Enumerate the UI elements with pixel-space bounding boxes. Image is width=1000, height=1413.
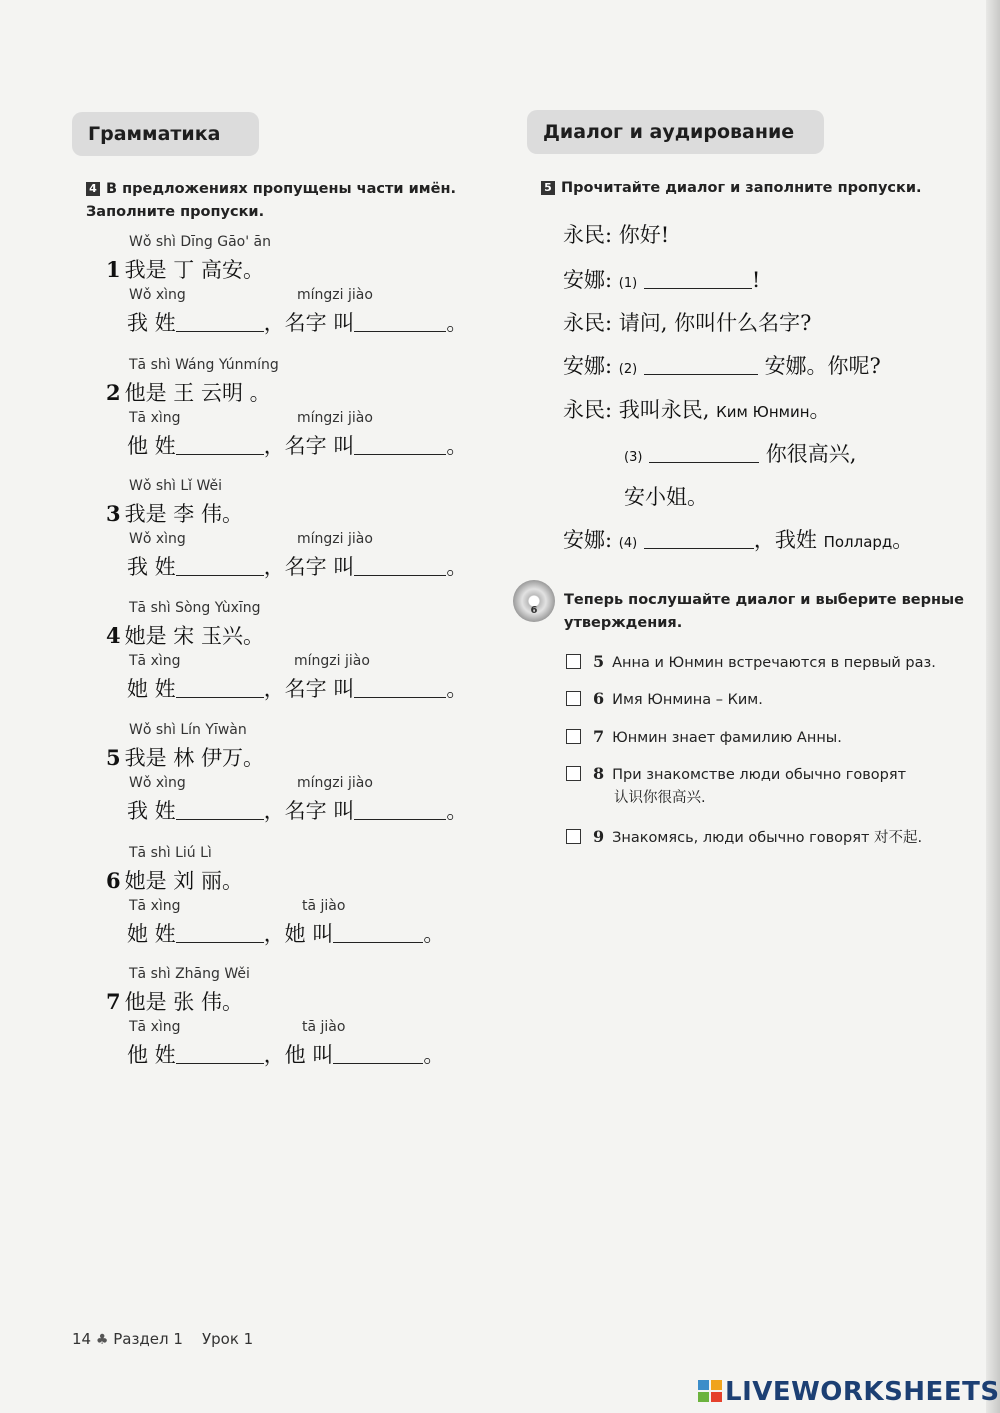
statement-text: Юнмин знает фамилию Анны. xyxy=(612,730,842,746)
item-number: 7 xyxy=(106,989,121,1014)
example-sentence xyxy=(106,254,264,284)
liveworksheets-logo-icon xyxy=(698,1380,722,1402)
item-number: 1 xyxy=(106,257,121,282)
page-footer xyxy=(72,1330,253,1348)
statement-text: При знакомстве люди обычно говорят xyxy=(612,767,907,783)
statement-number: 8 xyxy=(593,764,605,783)
dialog-text: 。 xyxy=(892,528,914,552)
pinyin-surname: Tā xìng xyxy=(129,410,181,426)
sentence-text: 他 姓 xyxy=(127,1043,176,1067)
dialog-line-2 xyxy=(563,264,760,294)
speaker: 安娜: xyxy=(563,354,613,378)
name-blank-input[interactable] xyxy=(333,924,423,943)
sentence-text: ，名字 叫 xyxy=(263,677,355,701)
sentence-text: 他是 张 伟。 xyxy=(124,990,243,1014)
pinyin-line: Wǒ shì Dīng Gāo' ān xyxy=(129,234,271,250)
russian-surname: Поллард xyxy=(823,533,893,551)
dialog-text: ! xyxy=(751,268,761,292)
item-number: 2 xyxy=(106,380,121,405)
blank-1-input[interactable] xyxy=(644,270,752,289)
statement-number: 5 xyxy=(593,652,605,671)
answer-sentence xyxy=(127,795,467,825)
pinyin-name: míngzi jiào xyxy=(297,775,373,791)
statement-number: 9 xyxy=(593,827,605,846)
name-blank-input[interactable] xyxy=(333,1045,423,1064)
answer-sentence xyxy=(127,1039,444,1069)
dialog-text: 。 xyxy=(809,398,831,422)
statement-row xyxy=(566,652,936,671)
sentence-text: ，他 叫 xyxy=(263,1043,334,1067)
name-blank-input[interactable] xyxy=(354,679,446,698)
dialog-text: ，我姓 xyxy=(753,528,817,552)
speaker: 永民: xyxy=(563,311,613,335)
surname-blank-input[interactable] xyxy=(176,436,264,455)
speaker: 永民: xyxy=(563,398,613,422)
pinyin-line: Tā shì Wáng Yúnmíng xyxy=(129,357,279,373)
answer-sentence xyxy=(127,307,467,337)
dialog-line-1 xyxy=(563,219,669,249)
statement-checkbox[interactable] xyxy=(566,691,581,706)
surname-blank-input[interactable] xyxy=(176,924,264,943)
sentence-end: 。 xyxy=(446,799,468,823)
statement-row xyxy=(566,826,922,847)
pinyin-line: Tā shì Zhāng Wěi xyxy=(129,966,250,982)
blank-4-input[interactable] xyxy=(644,530,754,549)
dialog-instruction xyxy=(541,177,922,200)
dialog-line-6 xyxy=(624,438,856,468)
listening-instruction-line2: утверждения. xyxy=(564,615,683,631)
pinyin-name: tā jiào xyxy=(302,898,346,914)
sentence-text: 她 姓 xyxy=(127,677,176,701)
example-sentence xyxy=(106,986,243,1016)
sentence-text: 她是 宋 玉兴。 xyxy=(124,624,264,648)
lesson-label: Урок 1 xyxy=(202,1330,254,1348)
pinyin-surname: Tā xìng xyxy=(129,898,181,914)
sentence-text: 我 姓 xyxy=(127,799,176,823)
audio-cd-icon[interactable] xyxy=(513,580,555,622)
statement-checkbox[interactable] xyxy=(566,829,581,844)
pinyin-name: míngzi jiào xyxy=(297,287,373,303)
page-edge xyxy=(986,0,1000,1413)
name-blank-input[interactable] xyxy=(354,313,446,332)
pinyin-line: Wǒ shì Lín Yīwàn xyxy=(129,722,247,738)
sentence-text: ，名字 叫 xyxy=(263,311,355,335)
speaker: 永民: xyxy=(563,223,613,247)
liveworksheets-brand[interactable] xyxy=(698,1377,1000,1407)
clover-icon: ♣ xyxy=(95,1332,109,1348)
task-number-badge: 5 xyxy=(541,181,555,195)
grammar-header: Грамматика xyxy=(72,112,259,156)
blank-number: (4) xyxy=(618,536,638,551)
item-number: 3 xyxy=(106,501,121,526)
statement-text-continued: 认识你很高兴. xyxy=(614,790,706,806)
dialog-instruction-text: Прочитайте диалог и заполните пропуски. xyxy=(561,180,922,196)
pinyin-line: Tā shì Sòng Yùxīng xyxy=(129,600,261,616)
answer-sentence xyxy=(127,918,444,948)
sentence-end: 。 xyxy=(446,555,468,579)
dialog-text: 安娜。你呢? xyxy=(764,354,881,378)
statement-number: 7 xyxy=(593,727,605,746)
pinyin-name: míngzi jiào xyxy=(297,410,373,426)
sentence-text: 我是 丁 高安。 xyxy=(124,258,264,282)
statement-row xyxy=(566,764,906,807)
russian-name: Ким Юнмин xyxy=(716,403,810,421)
item-number: 6 xyxy=(106,868,121,893)
dialog-text: 你很高兴, xyxy=(765,442,857,466)
sentence-end: 。 xyxy=(423,922,445,946)
blank-number: (1) xyxy=(618,276,638,291)
dialog-text: 我叫永民, xyxy=(618,398,710,422)
sentence-text: 她是 刘 丽。 xyxy=(124,869,243,893)
section-label: Раздел 1 xyxy=(113,1330,183,1348)
dialog-line-3 xyxy=(563,307,811,337)
surname-blank-input[interactable] xyxy=(176,1045,264,1064)
sentence-text: 我 姓 xyxy=(127,311,176,335)
pinyin-surname: Tā xìng xyxy=(129,653,181,669)
example-sentence xyxy=(106,620,264,650)
item-number: 5 xyxy=(106,745,121,770)
statement-text: Имя Юнмина – Ким. xyxy=(612,692,763,708)
sentence-text: 她 姓 xyxy=(127,922,176,946)
name-blank-input[interactable] xyxy=(354,436,446,455)
speaker: 安娜: xyxy=(563,528,613,552)
sentence-text: 我 姓 xyxy=(127,555,176,579)
dialog-text: 请问, 你叫什么名字? xyxy=(618,311,812,335)
dialog-header: Диалог и аудирование xyxy=(527,110,824,154)
grammar-instruction xyxy=(86,178,456,224)
surname-blank-input[interactable] xyxy=(176,801,264,820)
answer-sentence xyxy=(127,551,467,581)
blank-2-input[interactable] xyxy=(644,356,758,375)
pinyin-name: míngzi jiào xyxy=(297,531,373,547)
page-number: 14 xyxy=(72,1330,92,1348)
pinyin-surname: Wǒ xìng xyxy=(129,287,186,303)
sentence-end: 。 xyxy=(446,677,468,701)
sentence-end: 。 xyxy=(423,1043,445,1067)
pinyin-surname: Wǒ xìng xyxy=(129,775,186,791)
pinyin-surname: Tā xìng xyxy=(129,1019,181,1035)
pinyin-name: míngzi jiào xyxy=(294,653,370,669)
sentence-text: 他 姓 xyxy=(127,434,176,458)
sentence-text: ，名字 叫 xyxy=(263,799,355,823)
pinyin-name: tā jiào xyxy=(302,1019,346,1035)
dialog-text: 你好! xyxy=(618,223,670,247)
pinyin-surname: Wǒ xìng xyxy=(129,531,186,547)
blank-number: (3) xyxy=(624,450,643,465)
sentence-text: 我是 李 伟。 xyxy=(124,502,243,526)
item-number: 4 xyxy=(106,623,121,648)
grammar-instruction-line1: В предложениях пропущены части имён. xyxy=(106,181,456,197)
answer-sentence xyxy=(127,673,467,703)
pinyin-line: Tā shì Liú Lì xyxy=(129,845,212,861)
name-blank-input[interactable] xyxy=(354,801,446,820)
blank-number: (2) xyxy=(618,362,638,377)
sentence-text: 我是 林 伊万。 xyxy=(124,746,264,770)
speaker: 安娜: xyxy=(563,268,613,292)
dialog-line-5 xyxy=(563,394,831,424)
sentence-text: ，名字 叫 xyxy=(263,434,355,458)
statement-number: 6 xyxy=(593,689,605,708)
listening-instruction-line1: Теперь послушайте диалог и выберите верные xyxy=(564,592,964,608)
dialog-text: 安小姐。 xyxy=(624,485,708,509)
example-sentence xyxy=(106,498,243,528)
dialog-line-7 xyxy=(624,481,708,511)
dialog-line-4 xyxy=(563,350,881,380)
sentence-text: ，名字 叫 xyxy=(263,555,355,579)
statement-text: Анна и Юнмин встречаются в первый раз. xyxy=(612,655,936,671)
example-sentence xyxy=(106,742,264,772)
task-number-badge: 4 xyxy=(86,182,100,196)
grammar-instruction-line2: Заполните пропуски. xyxy=(86,204,265,220)
blank-3-input[interactable] xyxy=(649,444,759,463)
dialog-line-8 xyxy=(563,524,913,554)
sentence-text: ，她 叫 xyxy=(263,922,334,946)
answer-sentence xyxy=(127,430,467,460)
pinyin-line: Wǒ shì Lǐ Wěi xyxy=(129,478,223,494)
statement-checkbox[interactable] xyxy=(566,766,581,781)
statement-checkbox[interactable] xyxy=(566,729,581,744)
statement-checkbox[interactable] xyxy=(566,654,581,669)
statement-row xyxy=(566,689,763,708)
statement-row xyxy=(566,727,842,746)
surname-blank-input[interactable] xyxy=(176,313,264,332)
sentence-text: 他是 王 云明 。 xyxy=(124,381,271,405)
name-blank-input[interactable] xyxy=(354,557,446,576)
listening-instruction xyxy=(564,589,964,635)
example-sentence xyxy=(106,865,243,895)
example-sentence xyxy=(106,377,271,407)
sentence-end: 。 xyxy=(446,434,468,458)
statement-text: Знакомясь, люди обычно говорят 对不起. xyxy=(612,830,923,846)
brand-name: LIVEWORKSHEETS xyxy=(725,1377,1000,1407)
surname-blank-input[interactable] xyxy=(176,679,264,698)
sentence-end: 。 xyxy=(446,311,468,335)
surname-blank-input[interactable] xyxy=(176,557,264,576)
cd-track-number: 6 xyxy=(530,605,538,616)
